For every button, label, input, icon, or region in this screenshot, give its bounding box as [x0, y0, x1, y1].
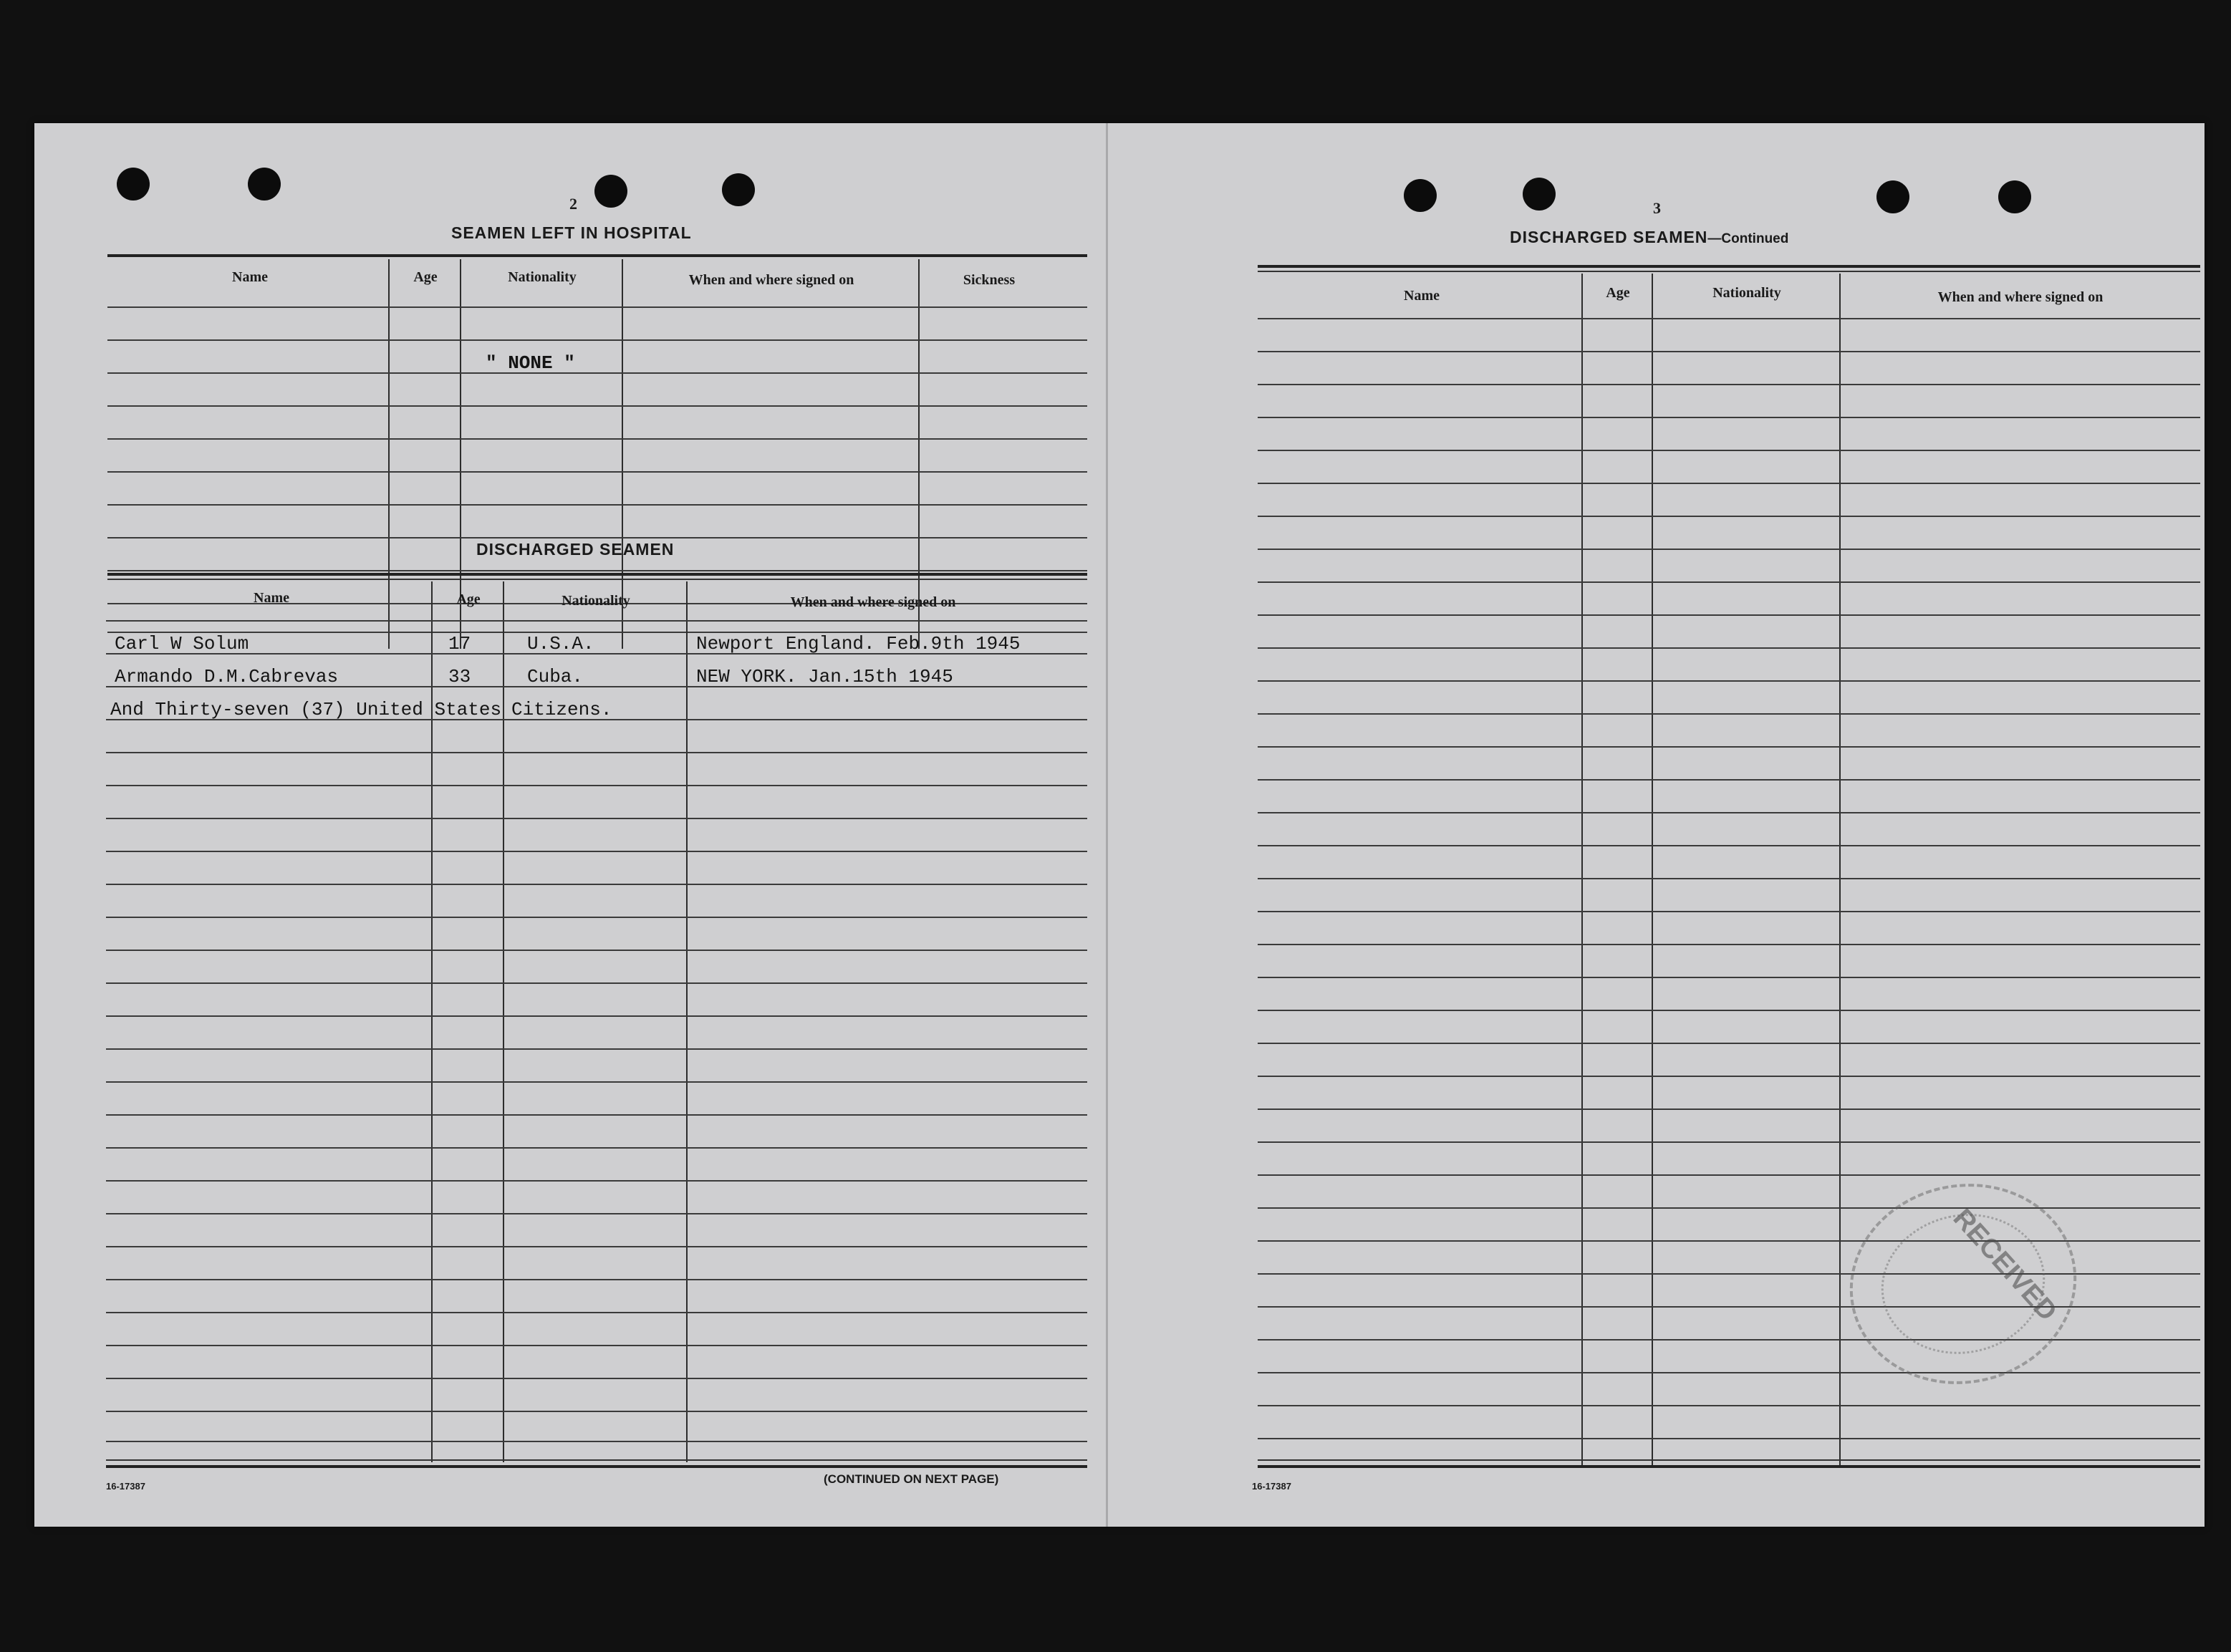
hospital-col-age: Age [413, 269, 438, 285]
discharged-col-name: Name [254, 590, 289, 606]
discharged-col-nationality: Nationality [562, 593, 630, 609]
row-name: Armando D.M.Cabrevas [115, 666, 339, 687]
row-age: 17 [448, 633, 471, 654]
discharged-continued-title [1510, 228, 1788, 247]
form-number: 16-17387 [106, 1481, 145, 1492]
right-page [1109, 123, 2205, 1527]
row-nationality: U.S.A. [527, 633, 594, 654]
hospital-col-sickness: Sickness [963, 272, 1016, 288]
page-number: 2 [569, 195, 577, 213]
row-name: Carl W Solum [115, 633, 249, 654]
hospital-col-name: Name [232, 269, 268, 285]
row-age: 33 [448, 666, 471, 687]
col-name: Name [1404, 288, 1440, 304]
document-sheet [34, 123, 2205, 1527]
title-suffix: —Continued [1707, 231, 1789, 246]
discharged-col-signed-on: When and where signed on [790, 594, 956, 610]
center-fold [1106, 123, 1108, 1527]
row-signed-on: NEW YORK. Jan.15th 1945 [696, 666, 953, 687]
row-signed-on: Newport England. Feb.9th 1945 [696, 633, 1021, 654]
row-name: And Thirty-seven (37) United States [110, 699, 502, 720]
discharged-col-age: Age [456, 591, 481, 607]
row-nationality: Cuba. [527, 666, 584, 687]
discharged-title: DISCHARGED SEAMEN [476, 540, 675, 559]
page-number: 3 [1653, 199, 1661, 217]
col-signed-on: When and where signed on [1937, 289, 2104, 305]
col-age: Age [1606, 285, 1630, 301]
col-nationality: Nationality [1712, 285, 1781, 301]
hospital-col-nationality: Nationality [508, 269, 577, 285]
hospital-title: SEAMEN LEFT IN HOSPITAL [451, 223, 692, 242]
title-main: DISCHARGED SEAMEN [1510, 228, 1708, 246]
form-number: 16-17387 [1252, 1481, 1291, 1492]
row-nationality: Citizens. [511, 699, 612, 720]
received-stamp [1831, 1163, 2096, 1405]
continued-note: (CONTINUED ON NEXT PAGE) [824, 1472, 999, 1486]
hospital-col-signed-on: When and where signed on [688, 272, 854, 288]
left-page [34, 123, 1106, 1527]
hospital-none-entry: " NONE " [486, 352, 575, 374]
stamp-text: RECEIVED [1947, 1203, 2063, 1327]
